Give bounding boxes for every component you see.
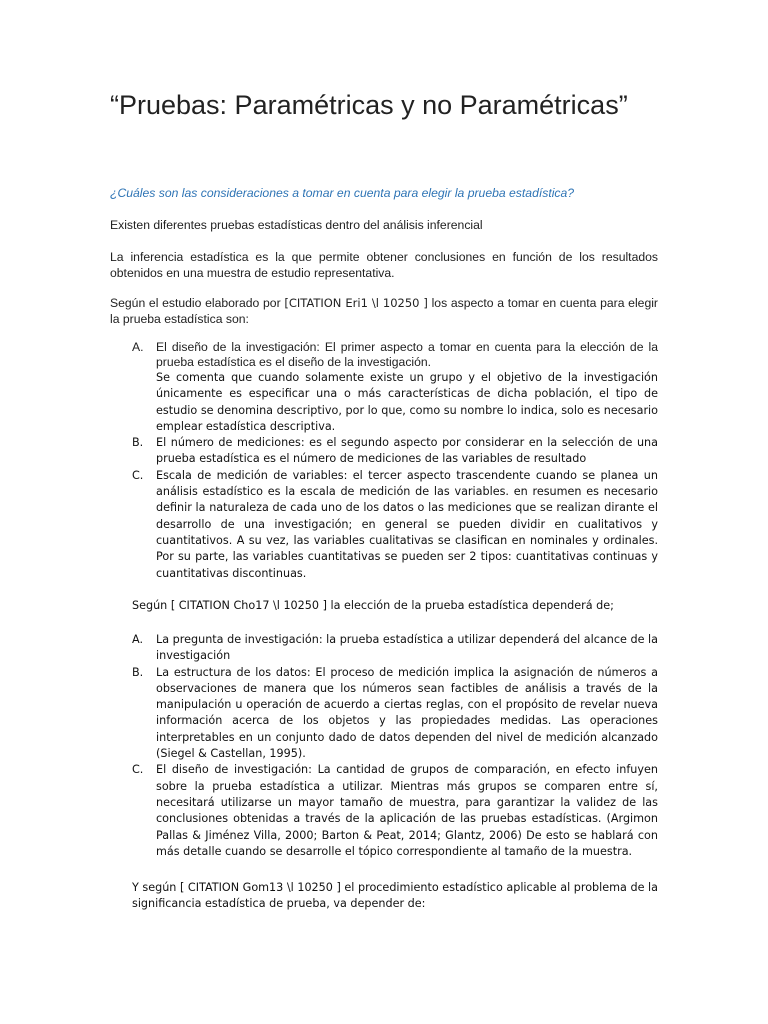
list-item — [110, 762, 658, 860]
list-marker: B. — [132, 436, 144, 450]
list-item — [110, 632, 658, 665]
list-item-text: El número de mediciones: es el segundo aspecto por considerar en la selección de una prueba estadística es el número de mediciones de las variables de resultado — [156, 436, 658, 466]
list-marker: C. — [132, 763, 144, 777]
list-item-body — [156, 340, 658, 435]
paragraph-aspects-tail: los aspecto a tomar en cuenta para elegir la prueba estadística son: — [110, 296, 658, 326]
list-marker: C. — [132, 468, 144, 482]
list-item-text: Escala de medición de variables: el tercer aspecto trascendente cuando se planea un análisis estadístico es la escala de medición de las variables. en resumen es necesario definir la naturaleza de cada uno de los datos o las mediciones que se realizan dirante el desarrollo de una investigación; en general se pueden dividir en cualitativos y cuantitativos. A su vez, las variables cualitativas se clasifican en nominales y ordinales. Por su parte, las variables cuantitativas se pueden ser 2 tipos: cuantitativas continuas y cuantitativas discontinuas. — [156, 468, 658, 580]
list-item — [110, 468, 658, 582]
list-item — [110, 435, 658, 468]
choice-factors-list — [110, 632, 658, 860]
list-marker: B. — [132, 665, 144, 679]
list-marker: A. — [132, 340, 144, 354]
paragraph-cho17: Según [ CITATION Cho17 \l 10250 ] la elección de la prueba estadística dependerá de; — [132, 599, 614, 612]
paragraph-intro: Existen diferentes pruebas estadísticas dentro del análisis inferencial — [110, 218, 483, 232]
paragraph-inference: La inferencia estadística es la que permite obtener conclusiones en función de los resultados obtenidos en una muestra de estudio representativa. — [110, 250, 658, 280]
list-item — [110, 340, 658, 435]
list-marker: A. — [132, 633, 144, 646]
list-item-text: El diseño de la investigación: El primer aspecto a tomar en cuenta para la elección de la prueba estadística es el diseño de la investigación. — [156, 340, 658, 369]
citation-eri1: [CITATION Eri1 \l 10250 ] — [284, 296, 428, 310]
paragraph-aspects-lead: Según el estudio elaborado por — [110, 296, 285, 310]
list-item-text: El diseño de investigación: La cantidad de grupos de comparación, en efecto infuyen sobre la prueba estadística a utilizar. Mientras más grupos se comparen entre sí, necesitará utilizarse un mayor tamaño de muestra, para garantizar la validez de las conclusiones obtenidas a través de la aplicación de las pruebas estadísticas. (Argimon Pallas & Jiménez Villa, 2000; Barton & Peat, 2014; Glantz, 2006) De esto se hablará con más detalle cuando se desarrolle el tópico correspondiente al tamaño de la muestra. — [156, 763, 658, 858]
paragraph-gom13: Y según [ CITATION Gom13 \l 10250 ] el procedimiento estadístico aplicable al problema de la significancia estadística de prueba, va depender de: — [132, 881, 658, 911]
list-item — [110, 665, 658, 763]
list-item-text: La estructura de los datos: El proceso de medición implica la asignación de números a observaciones de manera que los números sean factibles de análisis a través de la manipulación u operación de acuerdo a ciertas reglas, con el propósito de revelar nueva información acerca de los objetos y las propiedades medidas. Las operaciones interpretables en un conjunto dado de datos dependen del nivel de medición alcanzado (Siegel & Castellan, 1995). — [156, 665, 658, 761]
document-title: “Pruebas: Paramétricas y no Paramétricas” — [110, 90, 628, 120]
paragraph-aspects — [110, 296, 658, 327]
question-heading: ¿Cuáles son las consideraciones a tomar en cuenta para elegir la prueba estadística? — [110, 186, 575, 200]
list-item-text: La pregunta de investigación: la prueba estadística a utilizar dependerá del alcance de la investigación — [156, 633, 658, 663]
aspects-list — [110, 340, 658, 582]
list-item-extra: Se comenta que cuando solamente existe un grupo y el objetivo de la investigación únicamente es especificar una o más características de dicha población, el tipo de estudio se denomina descriptivo, por lo que, como su nombre lo indica, solo es necesario emplear estadística descriptiva. — [156, 371, 658, 433]
